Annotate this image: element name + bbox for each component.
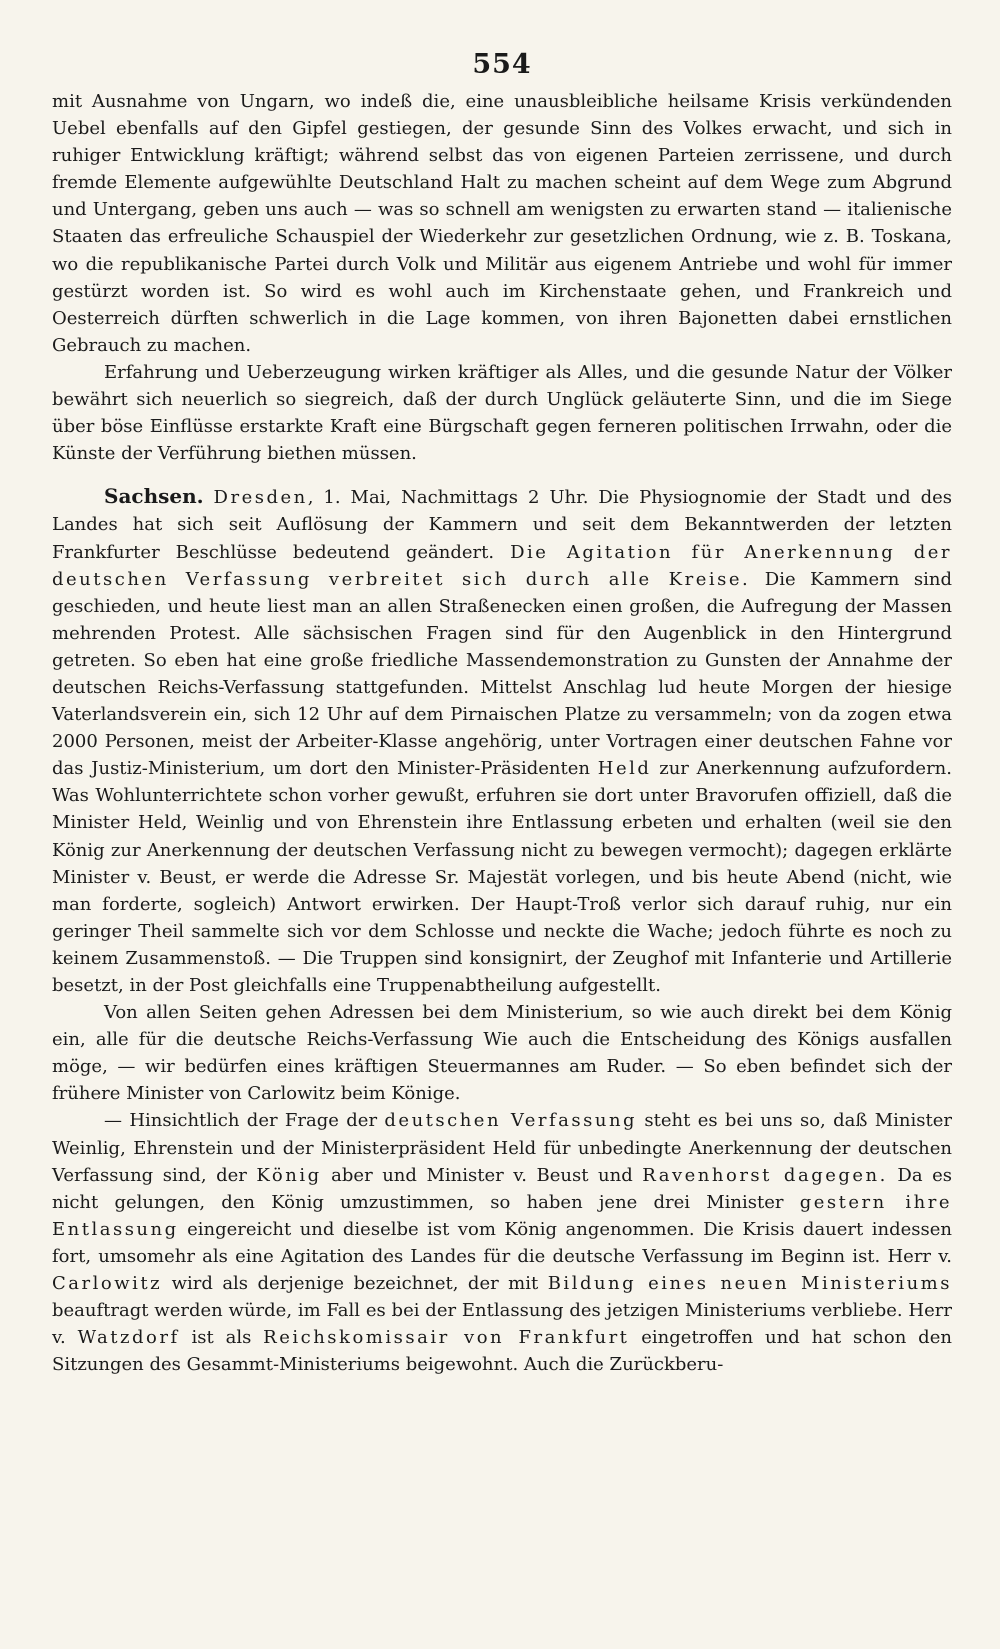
document-page <box>52 48 952 1378</box>
text-segment: wird als derjenige bezeichnet, der mit <box>171 1273 539 1295</box>
paragraph-verfassung-frage <box>52 1107 952 1378</box>
spaced-emphasis: Carlowitz <box>52 1273 163 1295</box>
text-segment: beauftragt werden würde, im Fall es bei der Entlassung des jetzigen Ministeriums verbliebe. Herr v. <box>52 1300 952 1349</box>
text-segment: ist als <box>191 1327 252 1349</box>
paragraph-erfahrung: Erfahrung und Ueberzeugung wirken kräftiger als Alles, und die gesunde Natur der Völker bewährt sich neuerlich so siegreich, daß der durch Unglück geläuterte Sinn, und die im Siege über böse Einflüsse erstarkte Kraft eine Bürgschaft gegen ferneren politischen Irrwahn, oder die Künste der Verführung biethen müssen. <box>52 361 952 465</box>
spaced-emphasis: Watzdorf <box>77 1327 180 1349</box>
text-segment: Da es nicht gelungen, den König umzustimmen, so haben jene drei Minister <box>52 1164 952 1213</box>
text-segment: eingereicht und dieselbe ist vom König angenommen. Die Krisis dauert indessen fort, umsomehr als eine Agitation des Landes für die deutsche Verfassung im Beginn ist. Herr v. <box>52 1218 952 1267</box>
text-segment: aber und Minister v. Beust und <box>331 1164 633 1186</box>
dateline-place: Dresden <box>213 487 308 509</box>
paragraph-adressen: Von allen Seiten gehen Adressen bei dem Ministerium, so wie auch direkt bei dem König ein, alle für die deutsche Reichs-Verfassung Wie auch die Entscheidung des Königs ausfallen möge, — wir bedürfen eines kräftigen Steuermannes am Ruder. — So eben befindet sich der frühere Minister von Carlowitz beim Könige. <box>52 1002 952 1105</box>
spaced-emphasis: Reichskomissair von Frankfurt <box>263 1327 630 1349</box>
spaced-emphasis: Bildung eines neuen Ministeriums <box>547 1273 952 1295</box>
paragraph-sachsen-report <box>52 483 952 999</box>
text-segment: eingetroffen und hat schon den Sitzungen des Gesammt-Ministeriums beigewohnt. Auch die Zurückberu- <box>52 1327 952 1376</box>
report-rest: zur Anerkennung aufzufordern. Was Wohlunterrichtete schon vorher gewußt, erfuhren sie dort unter Bravorufen offiziell, daß die Minister Held, Weinlig und von Ehrenstein ihre Entlassung erbeten und erhalten (weil sie den König zur Anerkennung der deutschen Verfassung nicht zu bewegen vermocht); dagegen erklärte Minister v. Beust, er werde die Adresse Sr. Majestät vorlegen, und bis heute Abend (nicht, wie man forderte, sogleich) Antwort erwirken. Der Haupt-Troß verlor sich darauf ruhig, nur ein geringer Theil sammelte sich vor dem Schlosse und neckte die Wache; jedoch führte es noch zu keinem Zusammenstoß. — Die Truppen sind konsignirt, der Zeughof mit Infanterie und Artillerie besetzt, in der Post gleichfalls eine Truppenabtheilung aufgestellt. <box>52 758 953 996</box>
spaced-emphasis: deutschen Verfassung <box>384 1110 638 1132</box>
page-number: 554 <box>472 49 532 80</box>
paragraph-ausnahme-ungarn: mit Ausnahme von Ungarn, wo indeß die, eine unausbleibliche heilsame Krisis verkündenden Uebel ebenfalls auf den Gipfel gestiegen, der gesunde Sinn des Volkes erwacht, und sich in ruhiger Entwicklung kräftigt; während selbst das von eigenen Parteien zerrissene, und durch fremde Elemente aufgewühlte Deutschland Halt zu machen scheint auf dem Wege zum Abgrund und Untergang, geben uns auch — was so schnell am wenigsten zu erwarten stand — italienische Staaten das erfreuliche Schauspiel der Wiederkehr zur gesetzlichen Ordnung, wie z. B. Toskana, wo die republikanische Partei durch Volk und Militär aus eigenem Antriebe und wohl für immer gestürzt worden ist. So wird es wohl auch im Kirchenstaate gehen, und Frankreich und Oesterreich dürften schwerlich in die Lage kommen, von ihren Bajonetten dabei ernstlichen Gebrauch zu machen. <box>52 91 952 356</box>
dateline-text: , 1. Mai, Nachmittags 2 Uhr. Die Physiognomie der Stadt und des Landes hat sich seit Auflösung der Kammern und seit dem Bekanntwerden der letzten Frankfurter Beschlüsse bedeutend geändert. <box>52 487 952 563</box>
text-segment: — Hinsichtlich der Frage der <box>104 1110 378 1132</box>
spaced-emphasis: Ravenhorst dagegen. <box>642 1164 888 1186</box>
agitation-sentence: Die Agitation für Anerkennung der deutschen Verfassung verbreitet sich durch alle Kreise. <box>52 541 952 590</box>
spaced-emphasis: gestern ihre Entlassung <box>52 1191 953 1240</box>
minister-held-name: Held <box>597 758 652 780</box>
section-title-sachsen: Sachsen. <box>104 484 204 509</box>
text-segment: steht es bei uns so, daß Minister Weinlig, Ehrenstein und der Ministerpräsident Held für unbedingte Anerkennung der deutschen Verfassung sind, der <box>52 1110 952 1186</box>
spaced-emphasis: König <box>256 1164 322 1186</box>
report-body: Die Kammern sind geschieden, und heute liest man an allen Straßenecken einen großen, die Aufregung der Massen mehrenden Protest. Alle sächsischen Fragen sind für den Augenblick in den Hintergrund getreten. So eben hat eine große friedliche Massendemonstration zu Gunsten der Annahme der deutschen Reichs-Verfassung stattgefunden. Mittelst Anschlag lud heute Morgen der hiesige Vaterlandsverein ein, sich 12 Uhr auf dem Pirnaischen Platze zu versammeln; von da zogen etwa 2000 Personen, meist der Arbeiter-Klasse angehörig, unter Vortragen einer deutschen Fahne vor das Justiz-Ministerium, um dort den Minister-Präsidenten <box>52 568 952 780</box>
